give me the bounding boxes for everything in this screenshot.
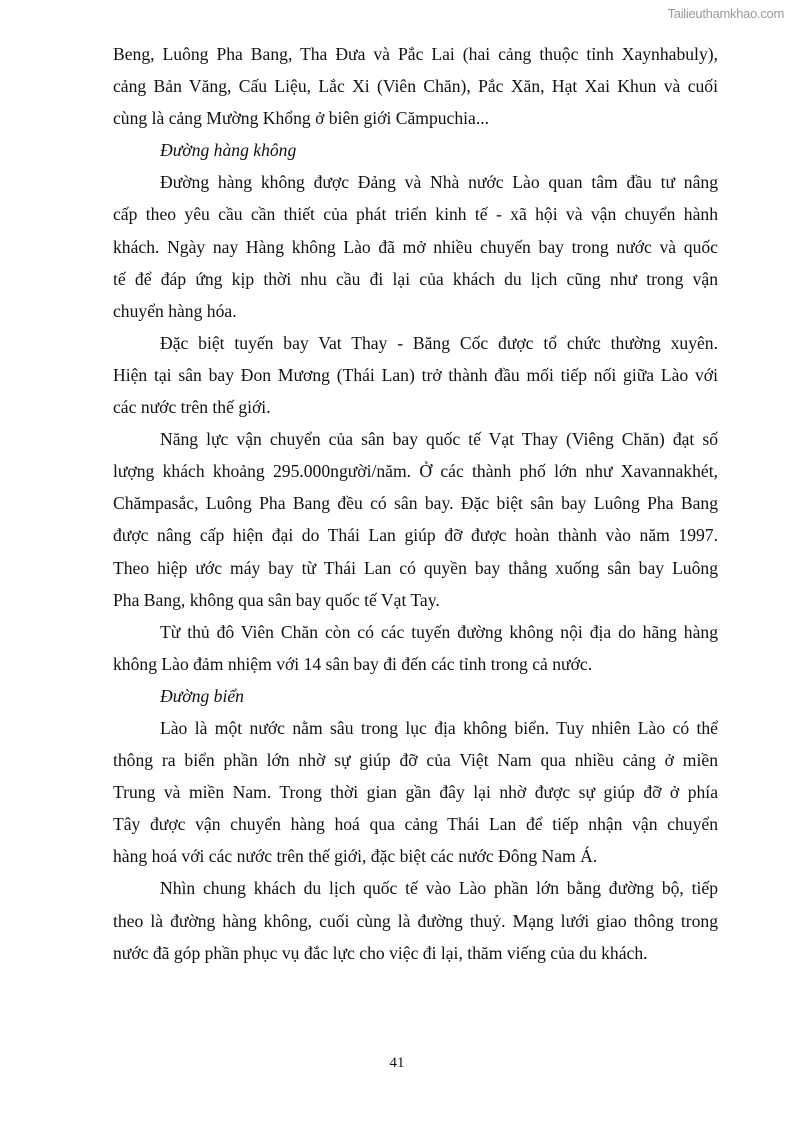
text-line: Theo hiệp ước máy bay từ Thái Lan có quyền bay thẳng xuống sân bay Luông xyxy=(113,557,718,578)
text-line: khách. Ngày nay Hàng không Lào đã mở nhiều chuyến bay trong nước và quốc xyxy=(113,236,718,257)
text-line: Hiện tại sân bay Đon Mương (Thái Lan) trở thành đầu mối tiếp nối giữa Lào với xyxy=(113,364,718,385)
text-line: Đường hàng không được Đảng và Nhà nước Lào quan tâm đầu tư nâng xyxy=(160,172,718,193)
paragraph xyxy=(113,616,718,680)
paragraph xyxy=(113,38,718,134)
section-heading xyxy=(113,134,718,166)
text-line: Từ thủ đô Viên Chăn còn có các tuyến đường không nội địa do hãng hàng xyxy=(160,621,718,642)
text-line: được nâng cấp hiện đại do Thái Lan giúp đỡ được hoàn thành vào năm 1997. xyxy=(113,525,718,546)
text-line: tế để đáp ứng kịp thời nhu cầu đi lại của khách du lịch cũng như trong vận xyxy=(113,268,718,289)
text-line: Pha Bang, không qua sân bay quốc tế Vạt Tay. xyxy=(113,589,440,610)
text-line: cấp theo yêu cầu cần thiết của phát triển kinh tế - xã hội và vận chuyển hành xyxy=(113,204,718,225)
paragraph xyxy=(113,712,718,872)
page-number: 41 xyxy=(389,1055,405,1071)
text-line: Lào là một nước nằm sâu trong lục địa không biển. Tuy nhiên Lào có thể xyxy=(160,717,718,738)
text-line: theo là đường hàng không, cuối cùng là đường thuỷ. Mạng lưới giao thông trong xyxy=(113,910,718,931)
text-line: Beng, Luông Pha Bang, Tha Đưa và Pắc Lai (hai cảng thuộc tỉnh Xaynhabuly), xyxy=(113,44,718,64)
paragraph xyxy=(113,166,718,326)
text-line: không Lào đảm nhiệm với 14 sân bay đi đến các tỉnh trong cả nước. xyxy=(113,653,593,674)
text-line: Nhìn chung khách du lịch quốc tế vào Lào phần lớn bằng đường bộ, tiếp xyxy=(160,878,718,899)
paragraph xyxy=(113,423,718,616)
text-line: Chămpasắc, Luông Pha Bang đều có sân bay. Đặc biệt sân bay Luông Pha Bang xyxy=(113,493,718,514)
text-line: hàng hoá với các nước trên thế giới, đặc biệt các nước Đông Nam Á. xyxy=(113,846,598,867)
text-line: Tây được vận chuyển hàng hoá qua cảng Thái Lan để tiếp nhận vận chuyển xyxy=(113,814,718,835)
text-line: nước đã góp phần phục vụ đắc lực cho việc đi lại, thăm viếng của du khách. xyxy=(113,942,648,963)
text-line: chuyển hàng hóa. xyxy=(113,300,237,321)
document-body xyxy=(113,38,718,969)
section-heading xyxy=(113,680,718,712)
text-line: cùng là cảng Mường Khổng ở biên giới Cămpuchia... xyxy=(113,108,490,129)
text-line: Đường hàng không xyxy=(160,140,297,161)
text-line: Đường biển xyxy=(160,685,244,706)
watermark: Tailieuthamkhao.com xyxy=(667,6,784,21)
text-line: các nước trên thế giới. xyxy=(113,397,271,418)
text-line: cảng Bản Văng, Cấu Liệu, Lắc Xi (Viên Chăn), Pắc Xăn, Hạt Xai Khun và cuối xyxy=(113,76,718,97)
paragraph xyxy=(113,872,718,968)
text-line: Năng lực vận chuyển của sân bay quốc tế Vạt Thay (Viêng Chăn) đạt số xyxy=(160,429,718,450)
text-line: Trung và miền Nam. Trong thời gian gần đây lại nhờ được sự giúp đỡ ở phía xyxy=(113,782,718,803)
paragraph xyxy=(113,327,718,423)
text-line: thông ra biển phần lớn nhờ sự giúp đỡ của Việt Nam qua nhiều cảng ở miền xyxy=(113,750,718,771)
text-line: Đặc biệt tuyến bay Vat Thay - Băng Cốc được tổ chức thường xuyên. xyxy=(160,332,718,353)
text-line: lượng khách khoảng 295.000người/năm. Ở các thành phố lớn như Xavannakhét, xyxy=(113,461,718,482)
